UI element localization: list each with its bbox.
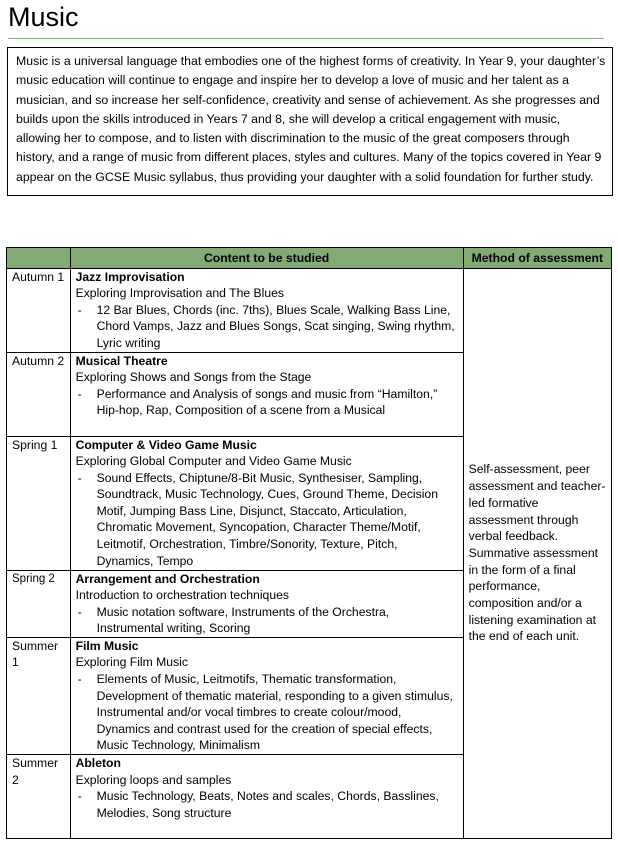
list-item: - Performance and Analysis of songs and music from “Hamilton,” Hip-hop, Rap, Composition of a scene from a Musical — [76, 386, 458, 419]
topic-details-list — [76, 671, 458, 754]
term-cell: Spring 2 — [7, 570, 71, 637]
list-item: - Music notation software, Instruments of the Orchestra, Instrumental writing, Scoring — [76, 604, 458, 637]
topic-title: Computer & Video Game Music — [75, 437, 257, 452]
assessment-cell: Self-assessment, peer assessment and teacher-led formative assessment through verbal feedback. Summative assessment in the form of a final performance, composition and/or a listening examination at the end of each unit. — [463, 268, 611, 839]
content-cell — [70, 352, 463, 436]
topic-title: Ableton — [75, 756, 121, 771]
list-item: - Elements of Music, Leitmotifs, Thematic transformation, Development of thematic material, responding to a given stimulus, Instrumental and/or vocal timbres to create colour/mood, Dynamics and contrast used for the creation of special effects, Music Technology, Minimalism — [76, 671, 458, 754]
topic-subtitle: Exploring Improvisation and The Blues — [75, 286, 284, 301]
header-content: Content to be studied — [70, 248, 463, 269]
topic-subtitle: Exploring Shows and Songs from the Stage — [75, 370, 312, 385]
term-cell: Autumn 2 — [7, 352, 71, 436]
list-item: - Music Technology, Beats, Notes and scales, Chords, Basslines, Melodies, Song structure — [76, 788, 458, 821]
table-header-row — [7, 248, 612, 269]
header-assessment: Method of assessment — [463, 248, 611, 269]
topic-title: Film Music — [75, 638, 139, 653]
topic-subtitle: Exploring Global Computer and Video Game Music — [75, 454, 352, 469]
title-divider — [8, 38, 604, 39]
term-cell: Summer 1 — [7, 637, 71, 754]
term-cell: Autumn 1 — [7, 268, 71, 352]
list-item: - 12 Bar Blues, Chords (inc. 7ths), Blues Scale, Walking Bass Line, Chord Vamps, Jazz and Blues Songs, Scat singing, Swing rhythm, Lyric writing — [76, 302, 458, 352]
content-cell — [70, 570, 463, 637]
header-term — [7, 248, 71, 269]
content-cell — [70, 268, 463, 352]
term-cell: Summer 2 — [7, 755, 71, 839]
topic-title: Jazz Improvisation — [75, 269, 185, 284]
list-item: - Sound Effects, Chiptune/8-Bit Music, Synthesiser, Sampling, Soundtrack, Music Technology, Cues, Ground Theme, Decision Motif, Jumping Bass Line, Disjunct, Staccato, Articulation, Chromatic Movement, Syncopation, Character Theme/Motif, Leitmotif, Orchestration, Timbre/Sonority, Texture, Pitch, Dynamics, Tempo — [76, 470, 458, 570]
curriculum-table — [6, 247, 612, 839]
topic-title: Musical Theatre — [75, 353, 168, 368]
term-cell: Spring 1 — [7, 436, 71, 570]
content-cell — [70, 755, 463, 839]
topic-details-list — [76, 470, 458, 570]
topic-title: Arrangement and Orchestration — [75, 571, 260, 586]
topic-subtitle: Exploring loops and samples — [75, 772, 232, 787]
topic-subtitle: Exploring Film Music — [75, 655, 188, 670]
content-cell — [70, 637, 463, 754]
content-cell — [70, 436, 463, 570]
table-row — [7, 268, 612, 352]
topic-subtitle: Introduction to orchestration techniques — [75, 588, 289, 603]
topic-details-list — [76, 386, 458, 419]
topic-details-list — [76, 302, 458, 352]
topic-details-list — [76, 604, 458, 637]
topic-details-list — [76, 788, 458, 821]
page-title: Music — [8, 2, 79, 32]
intro-paragraph: Music is a universal language that embodies one of the highest forms of creativity. In Year 9, your daughter’s music education will continue to engage and inspire her to develop a love of music and her talent as a musician, and so increase her self-confidence, creativity and sense of achievement. As she progresses and builds upon the skills introduced in Years 7 and 8, she will develop a critical engagement with music, allowing her to compose, and to listen with discrimination to the music of the great composers through history, and a range of music from different places, styles and cultures. Many of the topics covered in Year 9 appear on the GCSE Music syllabus, thus providing your daughter with a solid foundation for further study. — [7, 47, 613, 196]
